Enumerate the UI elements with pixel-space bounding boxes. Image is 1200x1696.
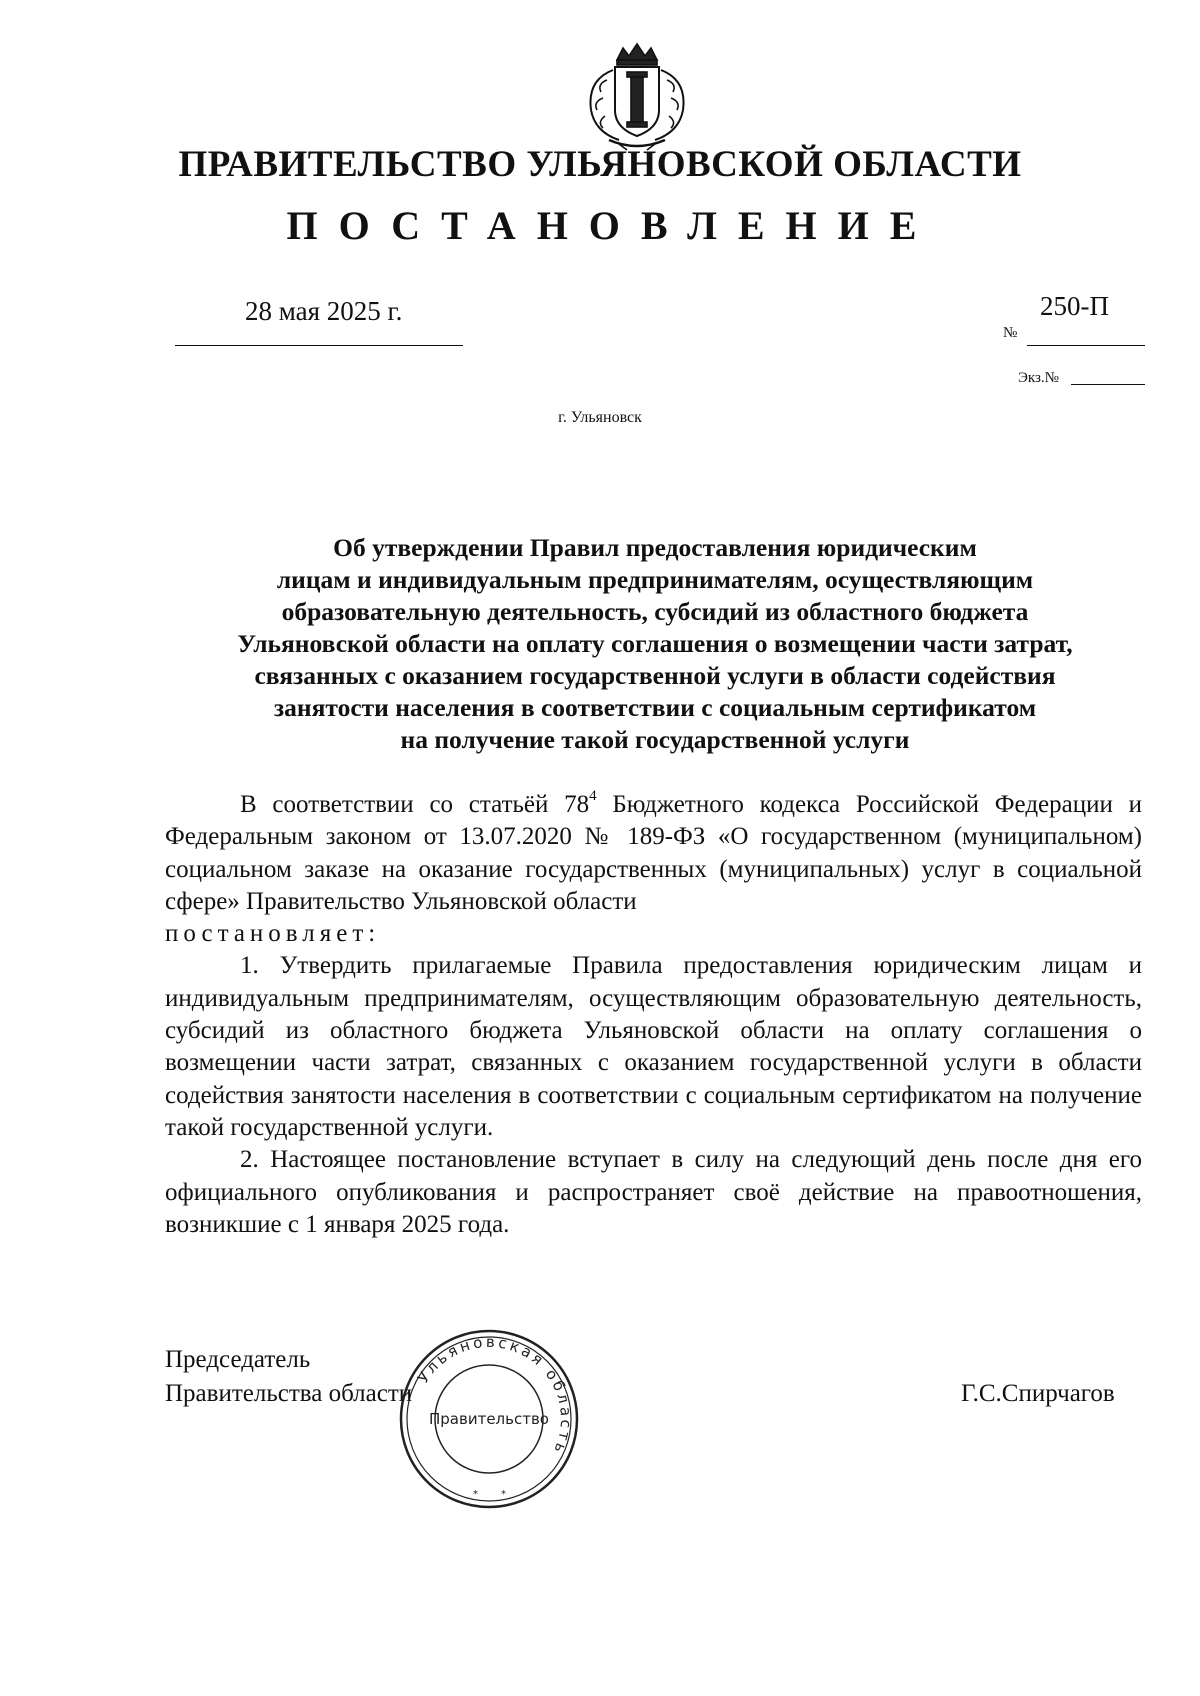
number-label: №: [1003, 325, 1018, 341]
document-body: [165, 789, 1142, 1241]
subject-line: на получение такой государственной услуги: [400, 725, 910, 754]
svg-text:*: *: [501, 1489, 506, 1500]
seal-center-text: Правительство: [429, 1410, 549, 1428]
official-seal-stamp: [393, 1323, 585, 1515]
preamble-text: В соответствии со статьёй 78: [240, 791, 590, 818]
subject-line: связанных с оказанием государственной услуги в области содействия: [254, 661, 1056, 690]
organization-title: ПРАВИТЕЛЬСТВО УЛЬЯНОВСКОЙ ОБЛАСТИ: [178, 144, 1022, 185]
signatory-title: [165, 1343, 412, 1411]
copy-number-underline: [1071, 384, 1145, 385]
subject-line: Ульяновской области на оплату соглашения о возмещении части затрат,: [237, 629, 1073, 658]
subject-line: лицам и индивидуальным предпринимателям, осуществляющим: [276, 565, 1034, 594]
item-1-paragraph: 1. Утвердить прилагаемые Правила предоставления юридическим лицам и индивидуальным предпринимателям, осуществляющим образовательную деятельность, субсидий из областного бюджета Ульяновской области на оплату соглашения о возмещении части затрат, связанных с оказанием государственной услуги в области содействия занятости населения в соответствии с социальным сертификатом на получение такой государственной услуги.: [165, 952, 1142, 1141]
document-type-title: ПОСТАНОВЛЕНИЕ: [286, 203, 938, 248]
preamble-paragraph: [165, 789, 1142, 918]
date-underline: [175, 345, 463, 346]
svg-text:*: *: [473, 1489, 478, 1500]
city-name: г. Ульяновск: [558, 409, 642, 426]
seal-ring-text: Ульяновская область: [414, 1332, 576, 1459]
svg-text:Ульяновская область: [414, 1333, 575, 1459]
coat-of-arms-icon: [557, 40, 717, 152]
subject-line: образовательную деятельность, субсидий из областного бюджета: [281, 597, 1029, 626]
signatory-name: Г.С.Спирчагов: [961, 1380, 1115, 1407]
subject-line: занятости населения в соответствии с социальным сертификатом: [273, 693, 1037, 722]
copy-number-label: Экз.№: [1018, 370, 1059, 386]
preamble-text-continued: Бюджетного кодекса Российской Федерации и Федеральным законом от 13.07.2020 № 189-ФЗ «О государственном (муниципальном) социальном заказе на оказание государственных (муниципальных) услуг в социальной сфере» Правительство Ульяновской области: [165, 791, 1142, 915]
document-number: 250-П: [1040, 291, 1109, 321]
item-2-paragraph: 2. Настоящее постановление вступает в силу на следующий день после дня его официального опубликования и распространяет своё действие на правоотношения, возникшие с 1 января 2025 года.: [165, 1146, 1142, 1238]
article-superscript: 4: [589, 788, 597, 804]
document-subject: [175, 532, 1135, 756]
document-date: 28 мая 2025 г.: [245, 296, 403, 326]
subject-line: Об утверждении Правил предоставления юридическим: [333, 533, 977, 562]
signatory-title-line1: Председатель: [165, 1346, 311, 1373]
resolves-paragraph: [165, 918, 1142, 950]
signatory-title-line2: Правительства области: [165, 1380, 413, 1407]
resolves-word: постановляет:: [165, 920, 381, 948]
number-underline: [1027, 345, 1145, 346]
